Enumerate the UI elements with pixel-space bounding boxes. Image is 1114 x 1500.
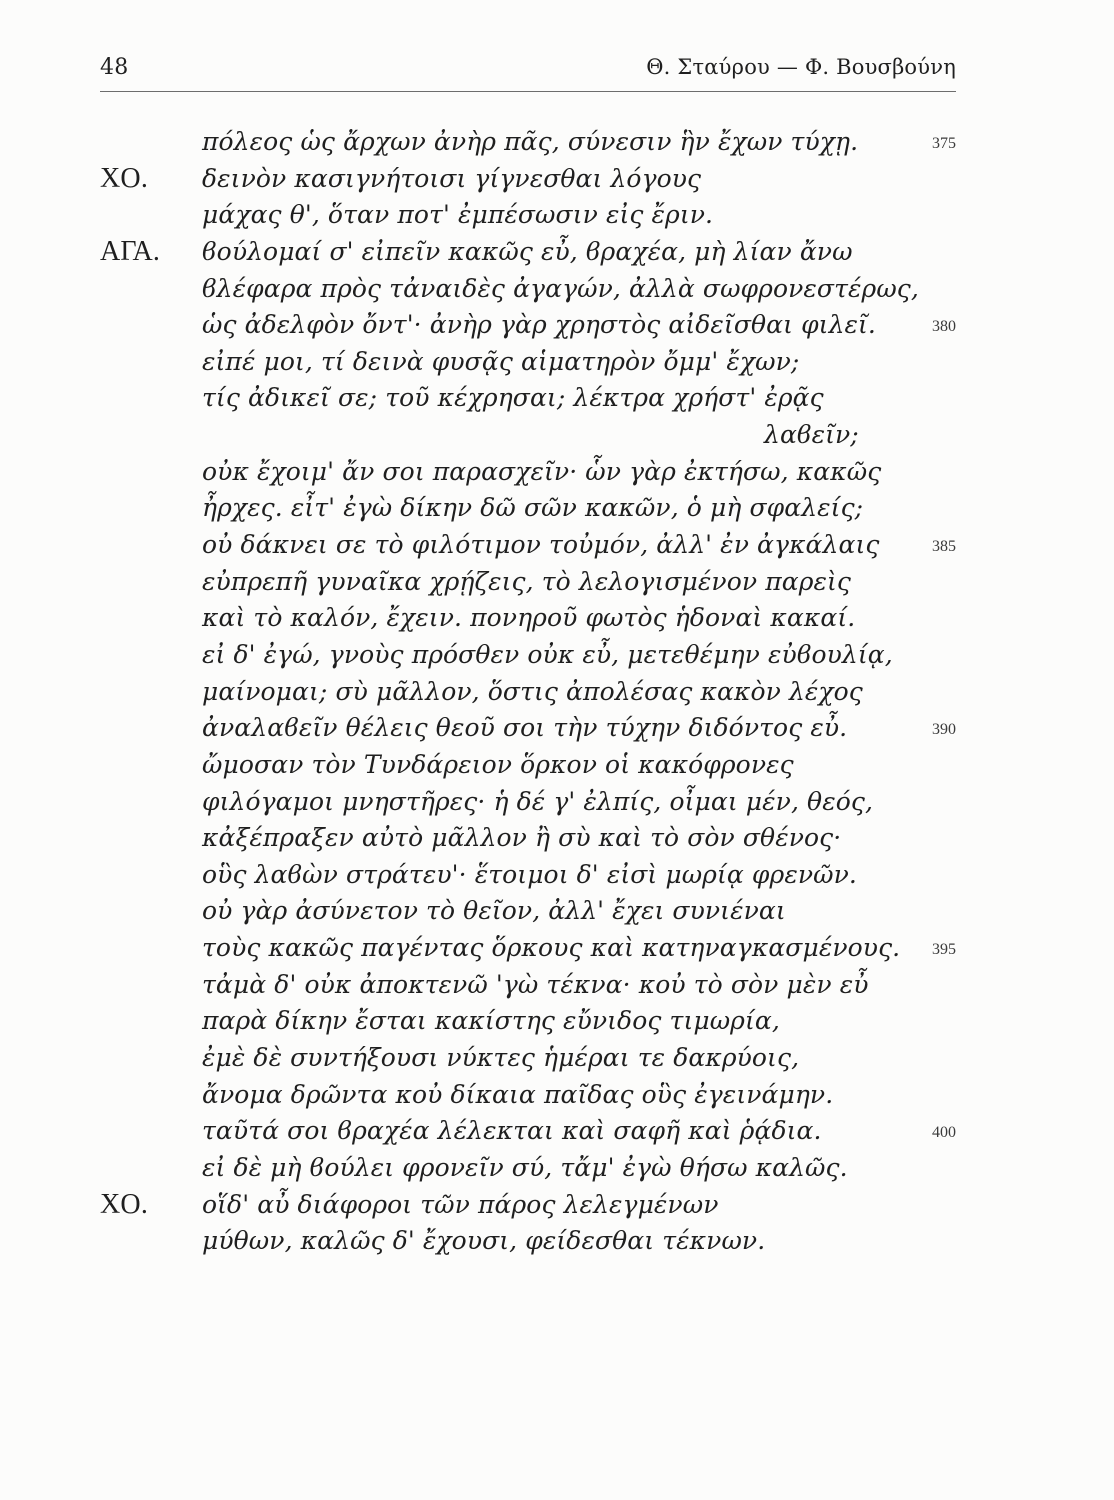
verse-line-text: μαίνομαι; σὺ μᾶλλον, ὅστις ἀπολέσας κακὸν λέχος [202, 676, 863, 706]
speaker-label: ΑΓΑ. [100, 235, 161, 267]
verse-line-text: εὐπρεπῆ γυναῖκα χρῄζεις, τὸ λελογισμένον παρεὶς [202, 566, 852, 596]
verse-line-text: ἐμὲ δὲ συντήξουσι νύκτες ἡμέραι τε δακρύοις, [202, 1043, 800, 1073]
verse-line-text: εἰ δὲ μὴ ϐούλει φρονεῖν σύ, τἄμ' ἐγὼ θήσω καλῶς. [202, 1152, 848, 1182]
verse-line-text: ὡς ἀδελφὸν ὄντ'· ἀνὴρ γὰρ χρηστὸς αἰδεῖσθαι φιλεῖ. [202, 310, 876, 340]
verse-line [0, 820, 1114, 857]
verse-line [0, 1223, 1114, 1260]
verse-line-text: ταῦτά σοι ϐραχέα λέλεκται καὶ σαφῆ καὶ ῥᾴδια. [202, 1116, 822, 1146]
verse-line [0, 967, 1114, 1004]
line-number: 380 [932, 318, 956, 336]
verse-line [0, 600, 1114, 637]
verse-line [0, 710, 1114, 747]
verse-line-text: οὐ γὰρ ἀσύνετον τὸ θεῖον, ἀλλ' ἔχει συνιέναι [202, 896, 786, 926]
verse-line [0, 1040, 1114, 1077]
verse-line-text: οὐκ ἔχοιμ' ἄν σοι παρασχεῖν· ὧν γὰρ ἐκτήσω, κακῶς [202, 456, 882, 486]
verse-line-text: μύθων, καλῶς δ' ἔχουσι, φείδεσθαι τέκνων. [202, 1226, 766, 1256]
verse-line-text: ὤμοσαν τὸν Τυνδάρειον ὅρκον οἱ κακόφρονες [202, 749, 794, 779]
verse-line-text: εἰ δ' ἐγώ, γνοὺς πρόσθεν οὐκ εὖ, μετεθέμην εὐϐουλίᾳ, [202, 639, 893, 669]
verse-line-text: τοὺς κακῶς παγέντας ὅρκους καὶ κατηναγκασμένους. [202, 933, 901, 963]
verse-line-text: κἀξέπραξεν αὐτὸ μᾶλλον ἢ σὺ καὶ τὸ σὸν σθένος· [202, 823, 842, 853]
verse-line [0, 637, 1114, 674]
verse-line [0, 1150, 1114, 1187]
verse-line [0, 674, 1114, 711]
verse-line [0, 234, 1114, 271]
verse-line-text: οὐ δάκνει σε τὸ φιλότιμον τοὐμόν, ἀλλ' ἐν ἀγκάλαις [202, 530, 880, 560]
verse-line [0, 454, 1114, 491]
verse-line [0, 417, 1114, 454]
verse-line [0, 527, 1114, 564]
verse-line [0, 857, 1114, 894]
verse-line-text: τἀμὰ δ' οὐκ ἀποκτενῶ 'γὼ τέκνα· κοὐ τὸ σὸν μὲν εὖ [202, 969, 869, 999]
verse-line-text: ἀναλαϐεῖν θέλεις θεοῦ σοι τὴν τύχην διδόντος εὖ. [202, 713, 848, 743]
running-head: Θ. Σταύρου — Φ. Βουσβούνη [646, 55, 956, 79]
verse-line-text: ϐούλομαί σ' εἰπεῖν κακῶς εὖ, ϐραχέα, μὴ λίαν ἄνω [202, 236, 853, 266]
verse-line [0, 1077, 1114, 1114]
verse-line [0, 490, 1114, 527]
line-number: 390 [932, 721, 956, 739]
verse-line-text: φιλόγαμοι μνηστῆρες· ἡ δέ γ' ἐλπίς, οἶμαι μέν, θεός, [202, 786, 874, 816]
verse-line [0, 124, 1114, 161]
verse-line-text: λαϐεῖν; [764, 420, 859, 450]
verse-line [0, 307, 1114, 344]
verse-line-text: καὶ τὸ καλόν, ἔχειν. πονηροῦ φωτὸς ἡδοναὶ κακαί. [202, 603, 856, 633]
verse-line-text: οὓς λαϐὼν στράτευ'· ἕτοιμοι δ' εἰσὶ μωρίᾳ φρενῶν. [202, 859, 857, 889]
verse-line [0, 930, 1114, 967]
verse-line [0, 784, 1114, 821]
verse-line-text: πόλεος ὡς ἄρχων ἀνὴρ πᾶς, σύνεσιν ἣν ἔχων τύχῃ. [202, 127, 859, 156]
verse-line [0, 564, 1114, 601]
page-number: 48 [100, 55, 129, 80]
verse-line [0, 747, 1114, 784]
verse-line-text: τίς ἀδικεῖ σε; τοῦ κέχρησαι; λέκτρα χρήστ' ἐρᾷς [202, 383, 824, 413]
line-number: 395 [932, 941, 956, 959]
verse-line-text: ἄνομα δρῶντα κοὐ δίκαια παῖδας οὓς ἐγεινάμην. [202, 1079, 834, 1109]
line-number: 375 [932, 135, 956, 152]
header-rule [100, 91, 956, 92]
verse-line-text: εἰπέ μοι, τί δεινὰ φυσᾷς αἱματηρὸν ὄμμ' ἔχων; [202, 346, 800, 376]
verse-line [0, 1113, 1114, 1150]
line-number: 400 [932, 1124, 956, 1142]
verse-line [0, 893, 1114, 930]
page-header [100, 50, 956, 90]
verse-line [0, 344, 1114, 381]
verse-line-text: μάχας θ', ὅταν ποτ' ἐμπέσωσιν εἰς ἔριν. [202, 200, 714, 230]
speaker-label: ΧΟ. [100, 1188, 149, 1220]
verse-line-text: παρὰ δίκην ἔσται κακίστης εὔνιδος τιμωρία, [202, 1006, 780, 1036]
line-number: 385 [932, 538, 956, 556]
verse-line-text: ἦρχες. εἶτ' ἐγὼ δίκην δῶ σῶν κακῶν, ὁ μὴ σφαλείς; [202, 493, 864, 523]
verse-line-text: οἵδ' αὖ διάφοροι τῶν πάρος λελεγμένων [202, 1189, 719, 1219]
verse-line [0, 1003, 1114, 1040]
verse-line [0, 197, 1114, 234]
verse-line [0, 271, 1114, 308]
verse-line-text: ϐλέφαρα πρὸς τἀναιδὲς ἀγαγών, ἀλλὰ σωφρονεστέρως, [202, 273, 919, 303]
verse-line [0, 161, 1114, 198]
verse-text-block [0, 124, 1114, 1260]
verse-line [0, 380, 1114, 417]
verse-line [0, 1187, 1114, 1224]
speaker-label: ΧΟ. [100, 162, 149, 194]
verse-line-text: δεινὸν κασιγνήτοισι γίγνεσθαι λόγους [202, 163, 702, 193]
